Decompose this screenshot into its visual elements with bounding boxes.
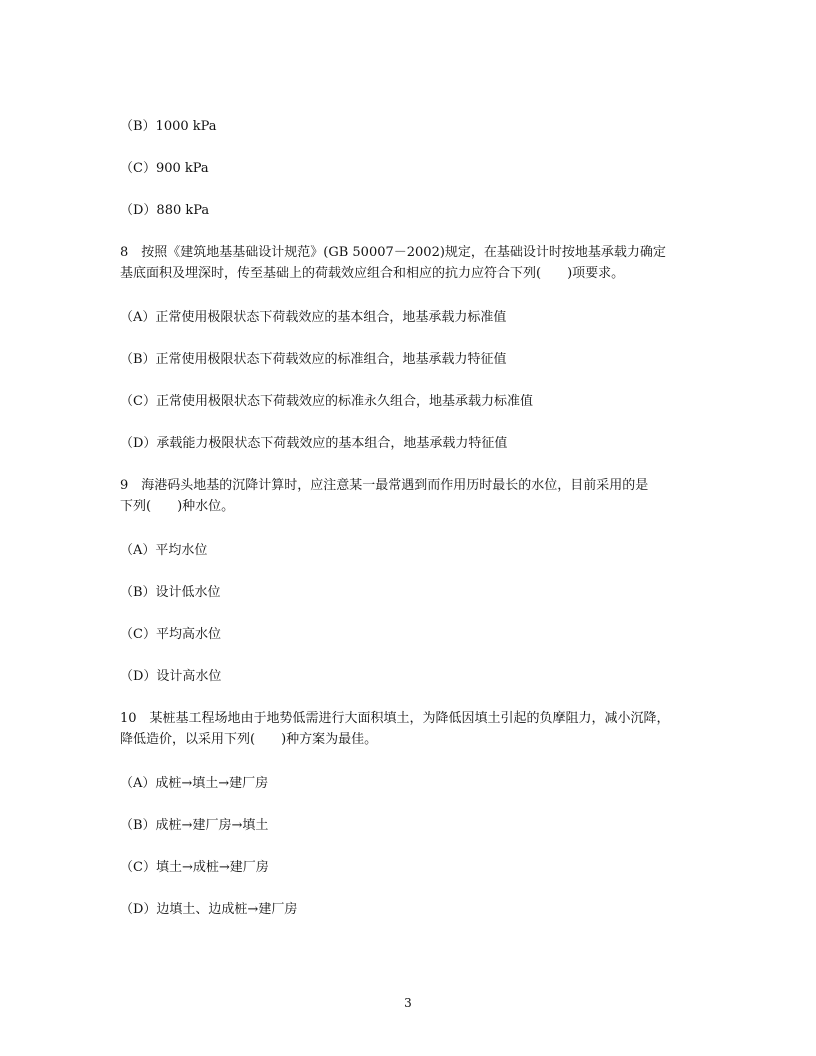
q9-option-b: （B）设计低水位 <box>120 585 221 600</box>
q10-stem-line2: 降低造价，以采用下列( )种方案为最佳。 <box>120 732 378 747</box>
q9-option-a: （A）平均水位 <box>120 543 208 558</box>
q7-option-c: （C）900 kPa <box>120 161 209 176</box>
q8-option-d: （D）承载能力极限状态下荷载效应的基本组合，地基承载力特征值 <box>120 436 508 451</box>
q10-option-d: （D）边填土、边成桩→建厂房 <box>120 902 298 917</box>
q8-option-b: （B）正常使用极限状态下荷载效应的标准组合，地基承载力特征值 <box>120 352 507 367</box>
q7-option-b: （B）1000 kPa <box>120 119 217 134</box>
q8-option-c: （C）正常使用极限状态下荷载效应的标准永久组合，地基承载力标准值 <box>120 394 533 409</box>
q9-option-d: （D）设计高水位 <box>120 669 222 684</box>
q9-stem-line2: 下列( )种水位。 <box>120 499 235 514</box>
q9-stem-line1: 9 海港码头地基的沉降计算时，应注意某一最常遇到而作用历时最长的水位，目前采用的是 <box>120 478 649 493</box>
page-number: 3 <box>404 996 412 1010</box>
q8-stem-line2: 基底面积及埋深时，传至基础上的荷载效应组合和相应的抗力应符合下列( )项要求。 <box>120 266 625 281</box>
q9-option-c: （C）平均高水位 <box>120 627 221 642</box>
q10-option-a: （A）成桩→填土→建厂房 <box>120 776 269 791</box>
q10-option-b: （B）成桩→建厂房→填土 <box>120 818 269 833</box>
q10-option-c: （C）填土→成桩→建厂房 <box>120 860 269 875</box>
q7-option-d: （D）880 kPa <box>120 203 210 218</box>
q8-stem-line1: 8 按照《建筑地基基础设计规范》(GB 50007－2002)规定，在基础设计时按地基承载力确定 <box>120 245 666 260</box>
q10-stem-line1: 10 某桩基工程场地由于地势低需进行大面积填土，为降低因填土引起的负摩阻力，减小沉降， <box>120 711 670 726</box>
q8-option-a: （A）正常使用极限状态下荷载效应的基本组合，地基承载力标准值 <box>120 310 507 325</box>
